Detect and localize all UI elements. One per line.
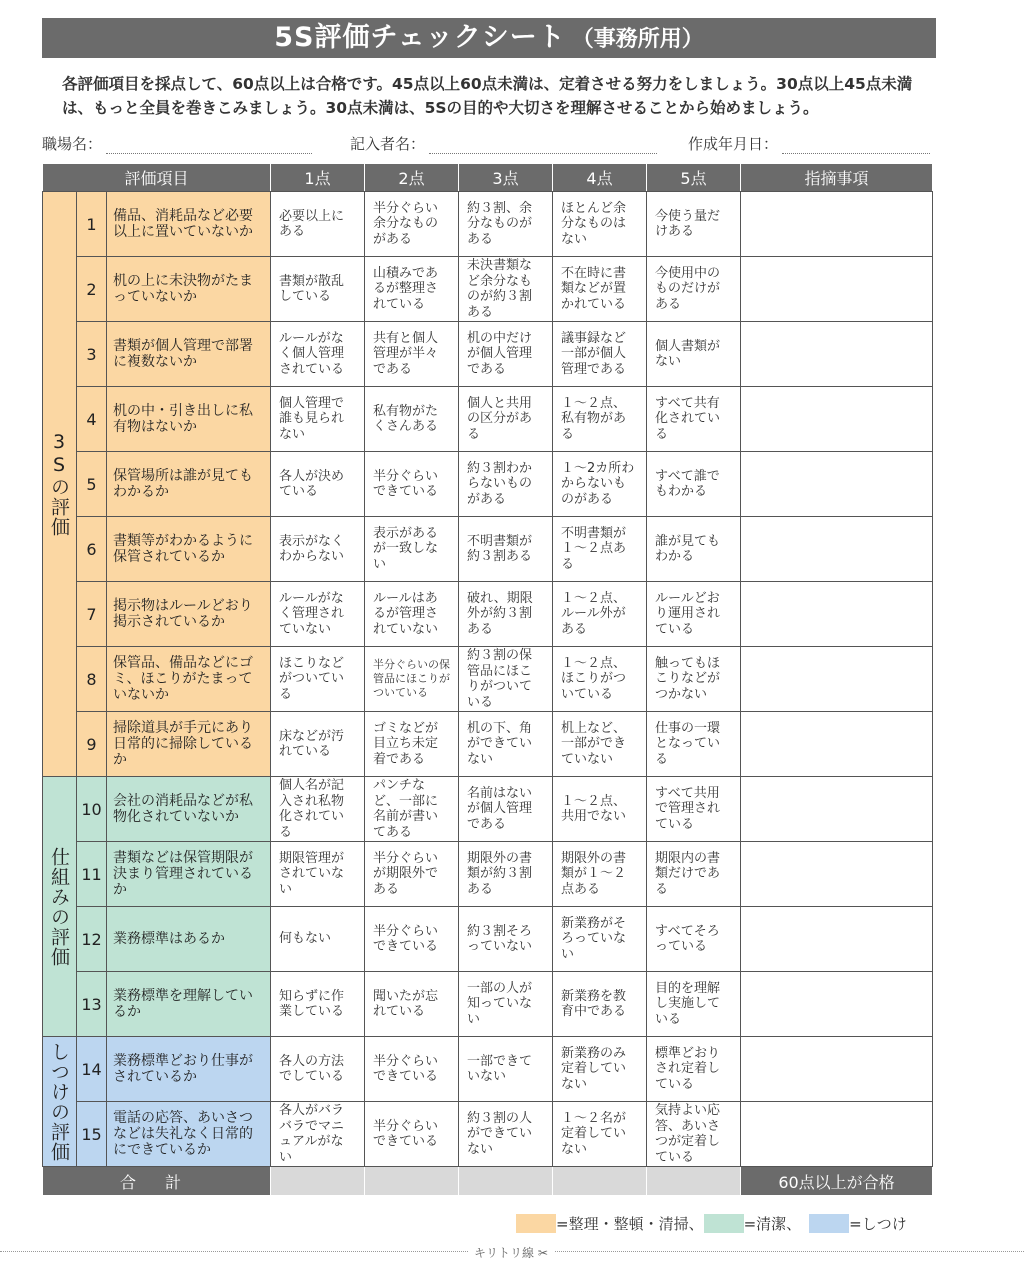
notes-cell[interactable] <box>741 842 933 907</box>
table-row <box>43 517 933 582</box>
score-p3-cell[interactable]: 名前はないが個人管理である <box>459 777 553 842</box>
score-p1-cell[interactable]: 各人が決めている <box>271 452 365 517</box>
table-row <box>43 647 933 712</box>
score-p5-cell[interactable]: すべて共有化されている <box>647 387 741 452</box>
total-p4-cell[interactable] <box>553 1167 647 1196</box>
table-row <box>43 1102 933 1167</box>
item-label: 保管場所は誰が見てもわかるか <box>107 452 271 517</box>
item-number: 2 <box>77 257 107 322</box>
total-label: 合 計 <box>43 1167 271 1196</box>
score-p2-cell[interactable]: 半分ぐらい余分なものがある <box>365 192 459 257</box>
item-label: 備品、消耗品など必要以上に置いていないか <box>107 192 271 257</box>
score-p1-cell[interactable]: 書類が散乱している <box>271 257 365 322</box>
score-p2-cell[interactable]: パンチなど、一部に名前が書いてある <box>365 777 459 842</box>
legend-text-3: =しつけ <box>849 1214 907 1233</box>
score-p4-cell[interactable]: １～２点、ルール外がある <box>553 582 647 647</box>
workplace-input-line[interactable] <box>106 135 312 154</box>
score-p2-cell[interactable]: 半分ぐらいできている <box>365 452 459 517</box>
header-row <box>43 164 933 192</box>
score-p5-cell[interactable]: 標準どおりされ定着している <box>647 1037 741 1102</box>
score-p3-cell[interactable]: 不明書類が約３割ある <box>459 517 553 582</box>
notes-cell[interactable] <box>741 322 933 387</box>
writer-input-line[interactable] <box>429 135 657 154</box>
score-p1-cell[interactable]: 各人がバラバラでマニュアルがない <box>271 1102 365 1167</box>
score-p3-cell[interactable]: 破れ、期限外が約３割ある <box>459 582 553 647</box>
score-p5-cell[interactable]: すべて共用で管理されている <box>647 777 741 842</box>
item-number: 10 <box>77 777 107 842</box>
score-p2-cell[interactable]: ルールはあるが管理されていない <box>365 582 459 647</box>
score-p1-cell[interactable]: ルールがなく個人管理されている <box>271 322 365 387</box>
score-p2-cell[interactable]: 半分ぐらいの保管品にほこりがついている <box>365 647 459 712</box>
item-label: 保管品、備品などにゴミ、ほこりがたまっていないか <box>107 647 271 712</box>
title-main: 5S評価チェックシート <box>274 22 566 53</box>
item-label: 書類が個人管理で部署に複数ないか <box>107 322 271 387</box>
score-p1-cell[interactable]: 個人管理で誰も見られない <box>271 387 365 452</box>
score-p5-cell[interactable]: すべてそろっている <box>647 907 741 972</box>
item-number: 7 <box>77 582 107 647</box>
score-p3-cell[interactable]: 約３割の保管品にほこりがついている <box>459 647 553 712</box>
table-row <box>43 907 933 972</box>
table-row <box>43 582 933 647</box>
score-p4-cell[interactable]: 議事録など一部が個人管理である <box>553 322 647 387</box>
score-p4-cell[interactable]: 新業務がそろっていない <box>553 907 647 972</box>
legend-text-2: =清潔、 <box>743 1214 802 1233</box>
score-p2-cell[interactable]: 山積みであるが整理されている <box>365 257 459 322</box>
intro-text: 各評価項目を採点して、60点以上は合格です。45点以上60点未満は、定着させる努力をしましょう。30点以上45点未満は、もっと全員を巻きこみましょう。30点未満は、5Sの目的や大切さを理解させることから始めましょう。 <box>62 75 913 117</box>
color-legend <box>516 1212 907 1234</box>
total-p5-cell[interactable] <box>647 1167 741 1196</box>
score-p5-cell[interactable]: 仕事の一環となっている <box>647 712 741 777</box>
table-body <box>43 192 933 1167</box>
item-label: 掲示物はルールどおり掲示されているか <box>107 582 271 647</box>
score-p5-cell[interactable]: 触ってもほこりなどがつかない <box>647 647 741 712</box>
score-p1-cell[interactable]: 各人の方法でしている <box>271 1037 365 1102</box>
header-item: 評価項目 <box>43 164 271 192</box>
table-row <box>43 777 933 842</box>
score-p3-cell[interactable]: 約３割、余分なものがある <box>459 192 553 257</box>
item-label: 業務標準はあるか <box>107 907 271 972</box>
header-p3: 3点 <box>459 164 553 192</box>
item-number: 13 <box>77 972 107 1037</box>
item-number: 14 <box>77 1037 107 1102</box>
total-p1-cell[interactable] <box>271 1167 365 1196</box>
item-number: 9 <box>77 712 107 777</box>
score-p5-cell[interactable]: 気持よい応答、あいさつが定着している <box>647 1102 741 1167</box>
score-p4-cell[interactable]: 期限外の書類が１～２点ある <box>553 842 647 907</box>
score-p4-cell[interactable]: 机上など、一部ができていない <box>553 712 647 777</box>
score-p4-cell[interactable]: １～2カ所わからないものがある <box>553 452 647 517</box>
table-row <box>43 257 933 322</box>
table-row <box>43 712 933 777</box>
score-p4-cell[interactable]: 不明書類が１～２点ある <box>553 517 647 582</box>
score-p1-cell[interactable]: 必要以上にある <box>271 192 365 257</box>
notes-cell[interactable] <box>741 192 933 257</box>
score-p4-cell[interactable]: １～２名が定着していない <box>553 1102 647 1167</box>
score-p2-cell[interactable]: 半分ぐらいできている <box>365 907 459 972</box>
total-row <box>43 1167 933 1196</box>
notes-cell[interactable] <box>741 452 933 517</box>
item-label: 書類などは保管期限が決まり管理されているか <box>107 842 271 907</box>
score-p1-cell[interactable]: 期限管理がされていない <box>271 842 365 907</box>
table-row <box>43 387 933 452</box>
header-p4: 4点 <box>553 164 647 192</box>
header-p5: 5点 <box>647 164 741 192</box>
notes-cell[interactable] <box>741 972 933 1037</box>
item-number: 8 <box>77 647 107 712</box>
item-label: 掃除道具が手元にあり日常的に掃除しているか <box>107 712 271 777</box>
score-p4-cell[interactable]: １～２点、私有物がある <box>553 387 647 452</box>
notes-cell[interactable] <box>741 1102 933 1167</box>
category-discipline: しつけの評価 <box>43 1037 77 1167</box>
table-row <box>43 842 933 907</box>
item-label: 会社の消耗品などが私物化されていないか <box>107 777 271 842</box>
date-field[interactable] <box>688 133 930 154</box>
notes-cell[interactable] <box>741 712 933 777</box>
score-p5-cell[interactable]: すべて誰でもわかる <box>647 452 741 517</box>
workplace-label: 職場名： <box>42 135 103 153</box>
pass-criteria: 60点以上が合格 <box>741 1167 933 1196</box>
item-label: 机の上に未決物がたまっていないか <box>107 257 271 322</box>
score-p4-cell[interactable]: 新業務を教育中である <box>553 972 647 1037</box>
score-p2-cell[interactable]: 半分ぐらいできている <box>365 1102 459 1167</box>
score-p3-cell[interactable]: 一部の人が知っていない <box>459 972 553 1037</box>
score-p5-cell[interactable]: 目的を理解し実施している <box>647 972 741 1037</box>
total-p2-cell[interactable] <box>365 1167 459 1196</box>
notes-cell[interactable] <box>741 907 933 972</box>
score-p3-cell[interactable]: 期限外の書類が約３割ある <box>459 842 553 907</box>
notes-cell[interactable] <box>741 582 933 647</box>
writer-label: 記入者名： <box>350 135 426 153</box>
score-p4-cell[interactable]: 新業務のみ定着していない <box>553 1037 647 1102</box>
item-number: 5 <box>77 452 107 517</box>
score-p1-cell[interactable]: 知らずに作業している <box>271 972 365 1037</box>
legend-text-1: =整理・整頓・清掃、 <box>556 1214 704 1233</box>
scissors-icon: ✂ <box>537 1246 548 1260</box>
notes-cell[interactable] <box>741 1037 933 1102</box>
date-label: 作成年月日： <box>688 135 779 153</box>
item-label: 机の中・引き出しに私有物はないか <box>107 387 271 452</box>
legend-swatch-blue <box>809 1214 849 1233</box>
score-p5-cell[interactable]: ルールどおり運用されている <box>647 582 741 647</box>
score-p2-cell[interactable]: 共有と個人管理が半々である <box>365 322 459 387</box>
score-p2-cell[interactable]: 聞いたが忘れている <box>365 972 459 1037</box>
header-notes: 指摘事項 <box>741 164 933 192</box>
evaluation-table <box>42 163 933 1196</box>
score-p2-cell[interactable]: 半分ぐらいが期限外である <box>365 842 459 907</box>
score-p1-cell[interactable]: 個人名が記入され私物化されている <box>271 777 365 842</box>
item-number: 6 <box>77 517 107 582</box>
notes-cell[interactable] <box>741 517 933 582</box>
item-number: 4 <box>77 387 107 452</box>
category-3s: 3Sの評価 <box>43 192 77 777</box>
item-label: 書類等がわかるように保管されているか <box>107 517 271 582</box>
score-p4-cell[interactable]: 不在時に書類などが置かれている <box>553 257 647 322</box>
item-number: 15 <box>77 1102 107 1167</box>
score-p5-cell[interactable]: 誰が見てもわかる <box>647 517 741 582</box>
notes-cell[interactable] <box>741 387 933 452</box>
score-p2-cell[interactable]: 私有物がたくさんある <box>365 387 459 452</box>
page-title <box>42 18 936 58</box>
score-p4-cell[interactable]: １～２点、共用でない <box>553 777 647 842</box>
score-p2-cell[interactable]: ゴミなどが目立ち未定着である <box>365 712 459 777</box>
score-p3-cell[interactable]: 未決書類など余分なものが約３割ある <box>459 257 553 322</box>
score-p2-cell[interactable]: 半分ぐらいできている <box>365 1037 459 1102</box>
score-p4-cell[interactable]: ほとんど余分なものはない <box>553 192 647 257</box>
workplace-field[interactable] <box>42 133 312 154</box>
item-label: 電話の応答、あいさつなどは失礼なく日常的にできているか <box>107 1102 271 1167</box>
score-p3-cell[interactable]: 約３割の人ができていない <box>459 1102 553 1167</box>
total-p3-cell[interactable] <box>459 1167 553 1196</box>
score-p4-cell[interactable]: １～２点、ほこりがついている <box>553 647 647 712</box>
score-p3-cell[interactable]: 個人と共用の区分がある <box>459 387 553 452</box>
category-system: 仕組みの評価 <box>43 777 77 1037</box>
item-number: 11 <box>77 842 107 907</box>
writer-field[interactable] <box>350 133 657 154</box>
score-p5-cell[interactable]: 期限内の書類だけである <box>647 842 741 907</box>
item-number: 3 <box>77 322 107 387</box>
header-p2: 2点 <box>365 164 459 192</box>
header-fields <box>42 133 936 157</box>
notes-cell[interactable] <box>741 647 933 712</box>
notes-cell[interactable] <box>741 257 933 322</box>
header-p1: 1点 <box>271 164 365 192</box>
table-row <box>43 192 933 257</box>
title-sub: （事務所用） <box>571 27 704 52</box>
item-number: 1 <box>77 192 107 257</box>
table-row <box>43 1037 933 1102</box>
score-p5-cell[interactable]: 今使用中のものだけがある <box>647 257 741 322</box>
score-p1-cell[interactable]: 表示がなくわからない <box>271 517 365 582</box>
item-label: 業務標準を理解しているか <box>107 972 271 1037</box>
score-p1-cell[interactable]: ほこりなどがついている <box>271 647 365 712</box>
score-p3-cell[interactable]: 約３割そろっていない <box>459 907 553 972</box>
notes-cell[interactable] <box>741 777 933 842</box>
cut-label: キリトリ線 ✂ <box>468 1244 554 1261</box>
score-p1-cell[interactable]: 床などが汚れている <box>271 712 365 777</box>
score-p5-cell[interactable]: 今使う量だけある <box>647 192 741 257</box>
item-number: 12 <box>77 907 107 972</box>
table-row <box>43 322 933 387</box>
legend-swatch-green <box>704 1214 744 1233</box>
score-p5-cell[interactable]: 個人書類がない <box>647 322 741 387</box>
date-input-line[interactable] <box>782 135 930 154</box>
score-p3-cell[interactable]: 机の中だけが個人管理である <box>459 322 553 387</box>
legend-swatch-orange <box>516 1214 556 1233</box>
score-p3-cell[interactable]: 一部できていない <box>459 1037 553 1102</box>
score-p1-cell[interactable]: 何もない <box>271 907 365 972</box>
score-p3-cell[interactable]: 約３割わからないものがある <box>459 452 553 517</box>
score-p1-cell[interactable]: ルールがなく管理されていない <box>271 582 365 647</box>
table-row <box>43 972 933 1037</box>
score-p3-cell[interactable]: 机の下、角ができていない <box>459 712 553 777</box>
table-row <box>43 452 933 517</box>
score-p2-cell[interactable]: 表示があるが一致しない <box>365 517 459 582</box>
item-label: 業務標準どおり仕事がされているか <box>107 1037 271 1102</box>
